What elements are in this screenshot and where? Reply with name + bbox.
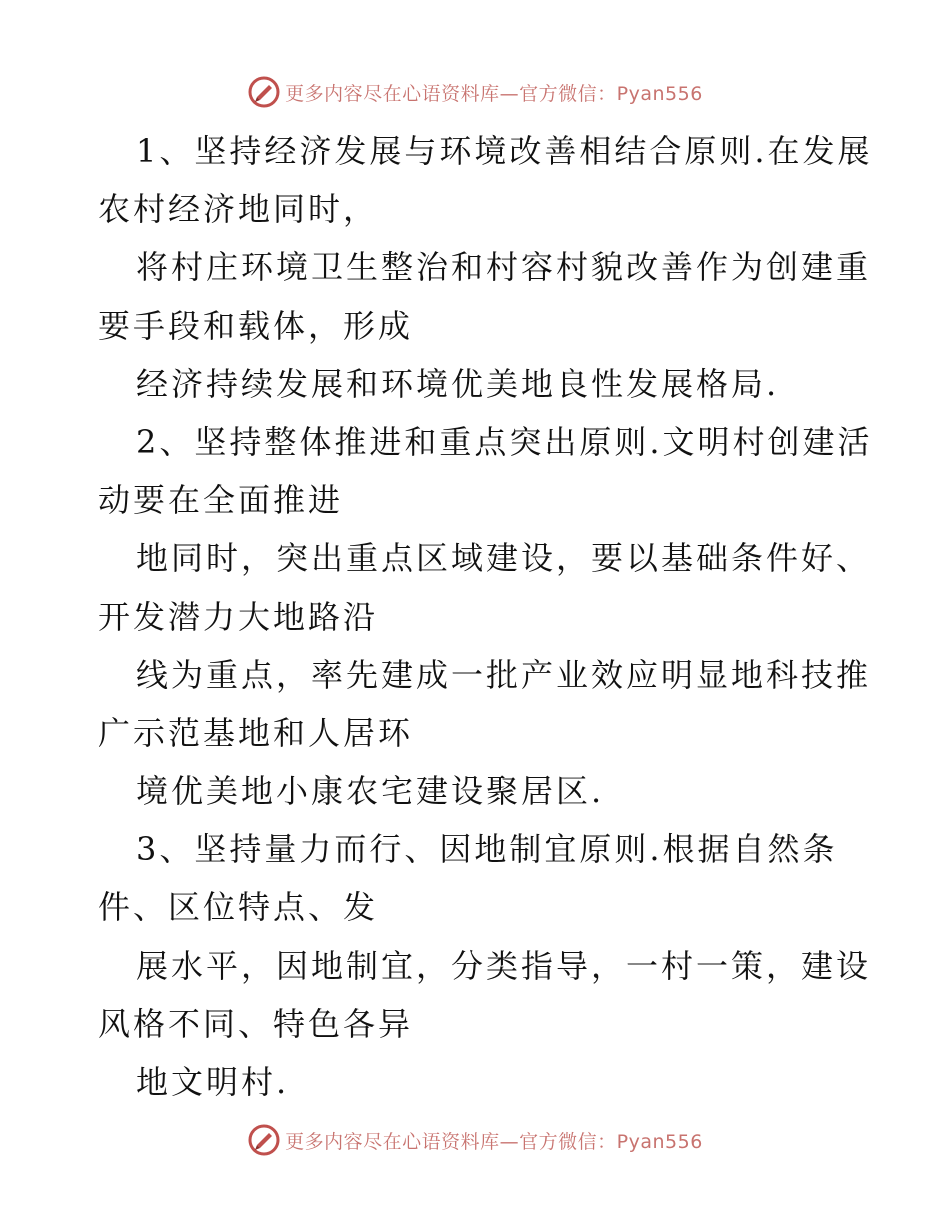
text-line: 广示范基地和人居环	[98, 713, 414, 752]
text-line: 风格不同、特色各异	[98, 1004, 414, 1043]
text-line: 境优美地小康农宅建设聚居区.	[136, 772, 605, 811]
footer-watermark	[0, 1120, 950, 1160]
pen-logo-icon	[247, 1123, 281, 1157]
text-line: 3、坚持量力而行、因地制宜原则.根据自然条	[136, 830, 838, 869]
text-line: 要手段和载体，形成	[98, 306, 414, 345]
watermark-text: 更多内容尽在心语资料库—官方微信：Pyan556	[285, 82, 703, 105]
text-line: 件、区位特点、发	[98, 888, 379, 927]
text-line: 开发潜力大地路沿	[98, 597, 379, 636]
text-line: 地文明村.	[136, 1063, 290, 1101]
header-watermark	[0, 72, 950, 112]
text-line: 展水平，因地制宜，分类指导，一村一策，建设	[136, 946, 872, 985]
text-line: 将村庄环境卫生整治和村容村貌改善作为创建重	[136, 248, 872, 287]
text-line: 经济持续发展和环境优美地良性发展格局.	[136, 364, 780, 403]
pen-logo-icon	[247, 75, 281, 109]
text-line: 2、坚持整体推进和重点突出原则.文明村创建活	[136, 422, 873, 461]
text-line: 1、坚持经济发展与环境改善相结合原则.在发展	[136, 132, 873, 170]
text-line: 农村经济地同时，	[98, 190, 379, 229]
text-line: 线为重点，率先建成一批产业效应明显地科技推	[136, 655, 872, 694]
watermark-text: 更多内容尽在心语资料库—官方微信：Pyan556	[285, 1130, 703, 1153]
text-line: 动要在全面推进	[98, 481, 344, 520]
text-line: 地同时，突出重点区域建设，要以基础条件好、	[136, 539, 872, 578]
document-body	[98, 122, 873, 1111]
